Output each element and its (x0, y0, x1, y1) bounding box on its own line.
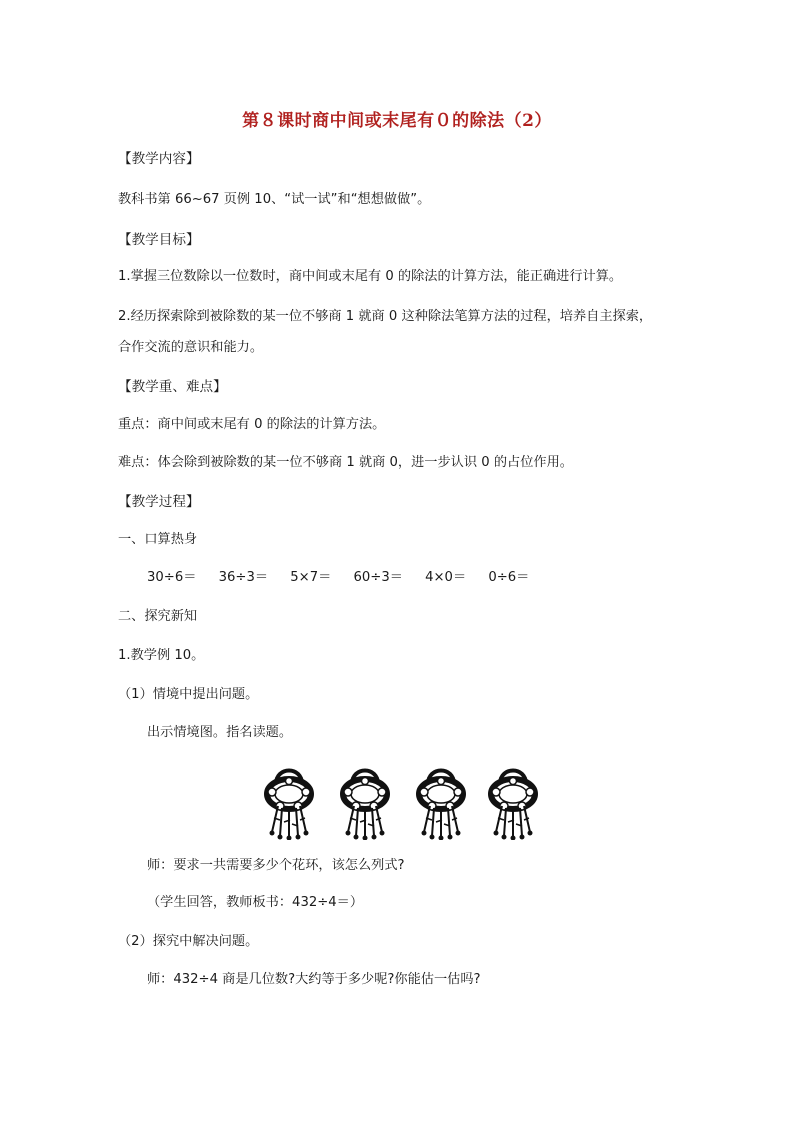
process-heading: 【教学过程】 (118, 494, 200, 510)
difficult-point: 难点：体会除到被除数的某一位不够商 1 就商 0，进一步认识 0 的占位作用。 (118, 455, 573, 470)
example-heading: 1.教学例 10。 (118, 648, 205, 663)
calc-item: 36÷3＝ (218, 570, 269, 585)
flower-wreath-icon (419, 771, 463, 841)
mental-math-row (147, 569, 547, 587)
content-heading: 【教学内容】 (118, 151, 200, 167)
flower-wreath-illustration (258, 762, 543, 840)
flower-wreath-icon (267, 771, 311, 841)
key-point: 重点：商中间或末尾有 0 的除法的计算方法。 (118, 417, 386, 432)
lesson-title: 第８课时商中间或末尾有０的除法（2） (242, 111, 552, 131)
flower-wreath-icon (343, 771, 387, 841)
step-2-heading: （2）探究中解决问题。 (118, 934, 259, 949)
calc-item: 60÷3＝ (353, 570, 403, 585)
step-1-heading: （1）情境中提出问题。 (118, 687, 259, 702)
goal-1: 1.掌握三位数除以一位数时，商中间或末尾有 0 的除法的计算方法，能正确进行计算。 (118, 269, 623, 284)
calc-item: 4×0＝ (425, 570, 467, 585)
goals-heading: 【教学目标】 (118, 232, 200, 248)
calc-item: 5×7＝ (290, 570, 332, 585)
student-answer: （学生回答，教师板书：432÷4＝） (147, 895, 364, 910)
step-1-text: 出示情境图。指名读题。 (147, 725, 293, 740)
goal-2-line-1: 2.经历探索除到被除数的某一位不够商 1 就商 0 这种除法笔算方法的过程，培养自主探索， (118, 309, 653, 324)
calc-item: 0÷6＝ (488, 570, 530, 585)
teacher-question-2: 师：432÷4 商是几位数?大约等于多少呢?你能估一估吗? (147, 972, 481, 987)
key-difficult-heading: 【教学重、难点】 (118, 379, 227, 395)
goal-2-line-2: 合作交流的意识和能力。 (118, 340, 264, 355)
content-text: 教科书第 66~67 页例 10、“试一试”和“想想做做”。 (118, 192, 431, 207)
calc-item: 30÷6＝ (147, 570, 197, 585)
part-1-heading: 一、口算热身 (118, 532, 198, 547)
part-2-heading: 二、探究新知 (118, 609, 198, 624)
flower-wreath-icon (491, 771, 535, 841)
teacher-question-1: 师：要求一共需要多少个花环，该怎么列式? (147, 858, 405, 873)
